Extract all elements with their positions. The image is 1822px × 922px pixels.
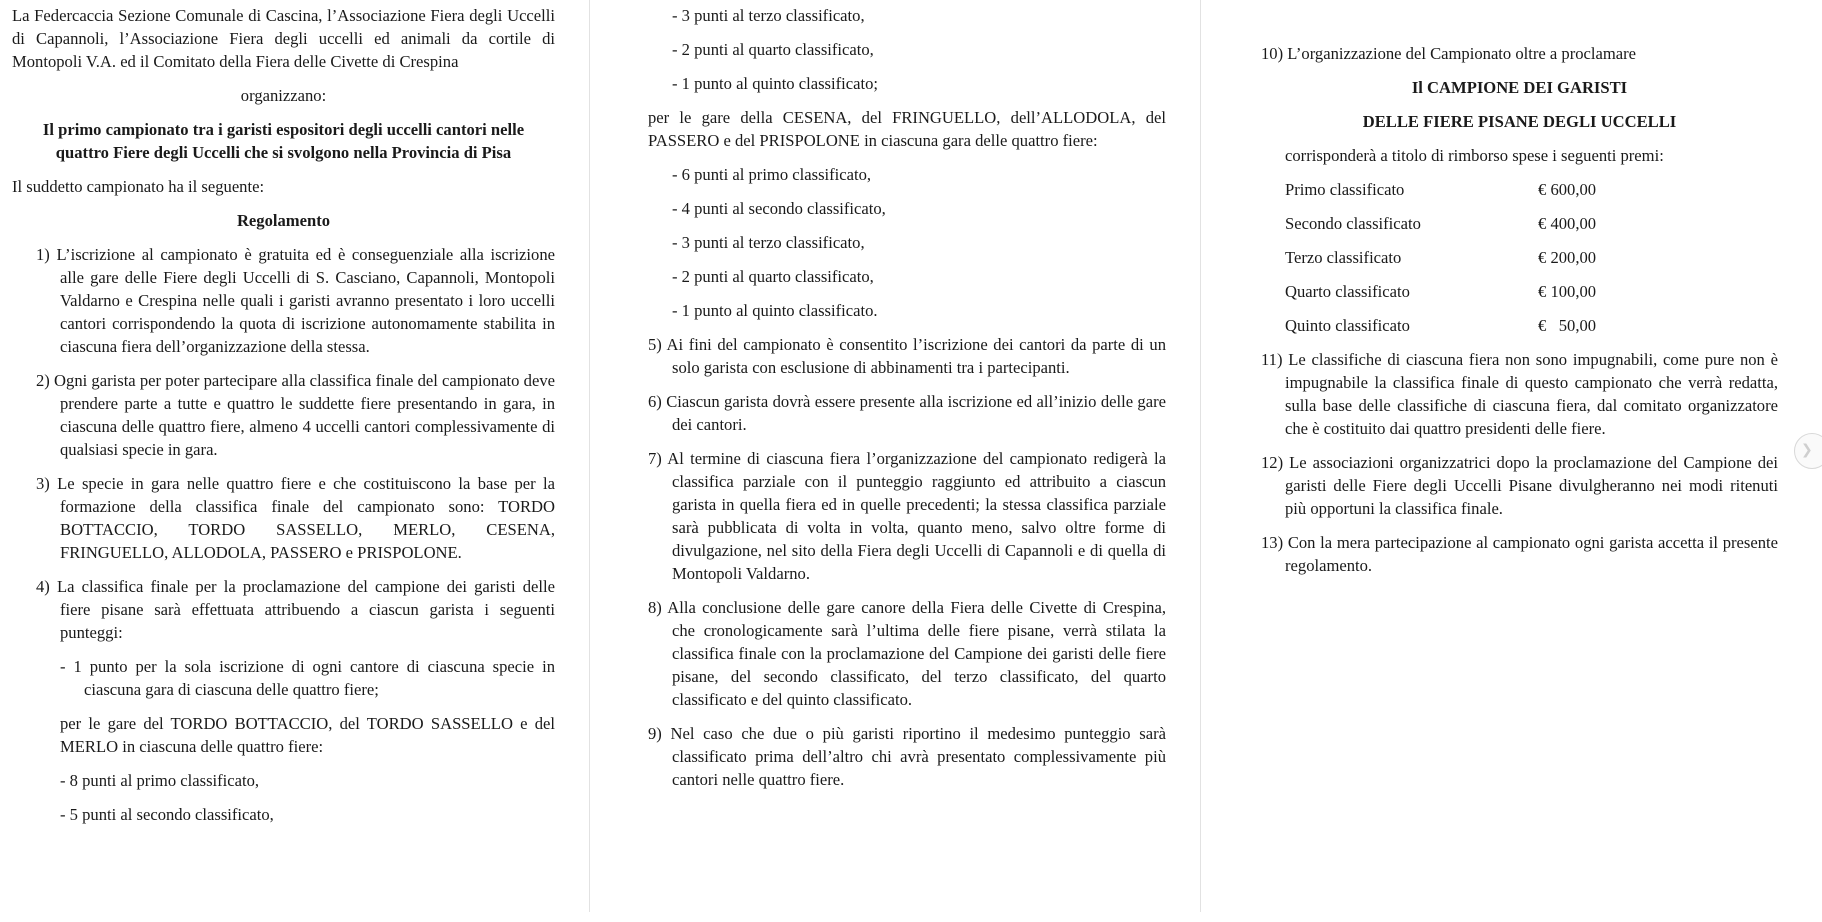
rule-9: 9) Nel caso che due o più garisti riportino il medesimo punteggio sarà classificato prima dell’altro chi avrà presentato complessivamente più cantori nelle quattro fiere. <box>648 724 1166 789</box>
document-title: Il primo campionato tra i garisti espositori degli uccelli cantori nelle quattro Fiere degli Uccelli che si svolgono nella Provincia di Pisa <box>42 120 525 162</box>
score-line: - 3 punti al terzo classificato, <box>672 6 865 25</box>
score-line: - 6 punti al primo classificato, <box>672 165 872 184</box>
score-line: - 1 punto al quinto classificato. <box>672 301 878 320</box>
rule-10-prizes-intro: corrisponderà a titolo di rimborso spese i seguenti premi: <box>1285 146 1664 165</box>
prize-list <box>1261 178 1778 337</box>
rule-12: 12) Le associazioni organizzatrici dopo la proclamazione del Campione dei garisti delle Fiere degli Uccelli Pisane divulgheranno nei modi ritenuti più opportuni la classifica finale. <box>1261 453 1778 518</box>
score-line: - 2 punti al quarto classificato, <box>672 267 874 286</box>
prize-place: Quarto classificato <box>1285 282 1410 301</box>
document-column-1 <box>12 0 555 922</box>
prize-row <box>1261 212 1778 235</box>
prize-amount: € 100,00 <box>1538 282 1597 301</box>
score-line: - 4 punti al secondo classificato, <box>672 199 886 218</box>
rule-13: 13) Con la mera partecipazione al campionato ogni garista accetta il presente regolamento. <box>1261 533 1778 575</box>
rule-1: 1) L’iscrizione al campionato è gratuita ed è conseguenziale alla iscrizione alle gare delle Fiere degli Uccelli di S. Casciano, Capannoli, Montopoli Valdarno e Crespina nelle quali i garisti avranno presentato i loro uccelli cantori corrispondendo la quota di iscrizione autonomamente stabilita in ciascuna fiera dell’organizzazione della stessa. <box>36 245 555 356</box>
organizzano-line: organizzano: <box>240 86 327 105</box>
prize-place: Quinto classificato <box>1285 316 1410 335</box>
campione-heading-line-2: DELLE FIERE PISANE DEGLI UCCELLI <box>1362 112 1677 131</box>
prize-row <box>1261 246 1778 269</box>
prize-row <box>1261 178 1778 201</box>
prize-amount: € 50,00 <box>1538 316 1597 335</box>
rule-7: 7) Al termine di ciascuna fiera l’organizzazione del campionato redigerà la classifica parziale con il punteggio raggiunto ed attribuito a ciascun garista in quella fiera ed in quelle precedenti; la stessa classifica parziale sarà pubblicata di volta in volta, quanto meno, salvo oltre forme di divulgazione, nel sito della Fiera degli Uccelli di Capannoli e di quella di Montopoli Valdarno. <box>648 449 1166 583</box>
rule-4-cesena-intro: per le gare della CESENA, del FRINGUELLO, dell’ALLODOLA, del PASSERO e del PRISPOLONE in ciascuna gara delle quattro fiere: <box>648 108 1166 150</box>
rule-5: 5) Ai fini del campionato è consentito l’iscrizione dei cantori da parte di un solo garista con esclusione di abbinamenti tra i partecipanti. <box>648 335 1166 377</box>
document-column-3 <box>1261 0 1778 922</box>
column-divider <box>589 0 590 912</box>
rule-3: 3) Le specie in gara nelle quattro fiere e che costituiscono la base per la formazione della classifica finale del campionato sono: TORDO BOTTACCIO, TORDO SASSELLO, MERLO, CESENA, FRINGUELLO, ALLODOLA, PASSERO e PRISPOLONE. <box>36 474 555 562</box>
score-line: - 1 punto al quinto classificato; <box>672 74 878 93</box>
campione-heading-line-1: Il CAMPIONE DEI GARISTI <box>1411 78 1628 97</box>
document-column-2 <box>648 0 1166 922</box>
rule-4-point-a: - 1 punto per la sola iscrizione di ogni cantore di ciascuna specie in ciascuna gara di ciascuna delle quattro fiere; <box>60 657 555 699</box>
score-line: - 3 punti al terzo classificato, <box>672 233 865 252</box>
rule-4-tordo-intro: per le gare del TORDO BOTTACCIO, del TORDO SASSELLO e del MERLO in ciascuna delle quattro fiere: <box>60 714 555 756</box>
prize-amount: € 600,00 <box>1538 180 1597 199</box>
prize-place: Primo classificato <box>1285 180 1405 199</box>
column-divider <box>1200 0 1201 912</box>
score-line: - 5 punti al secondo classificato, <box>60 805 274 824</box>
score-line: - 8 punti al primo classificato, <box>60 771 260 790</box>
prize-place: Secondo classificato <box>1285 214 1421 233</box>
intro-paragraph: La Federcaccia Sezione Comunale di Cascina, l’Associazione Fiera degli Uccelli di Capannoli, l’Associazione Fiera degli uccelli ed animali da cortile di Montopoli V.A. ed il Comitato della Fiera delle Civette di Crespina <box>12 6 555 71</box>
rule-4: 4) La classifica finale per la proclamazione del campione dei garisti delle fiere pisane sarà effettuata attribuendo a ciascun garista i seguenti punteggi: <box>36 577 555 642</box>
prize-place: Terzo classificato <box>1285 248 1402 267</box>
chevron-right-icon: ❯ <box>1801 442 1813 458</box>
score-line: - 2 punti al quarto classificato, <box>672 40 874 59</box>
prize-row <box>1261 314 1778 337</box>
rule-11: 11) Le classifiche di ciascuna fiera non sono impugnabili, come pure non è impugnabile la classifica finale di questo campionato che verrà redatta, sulla base delle classifiche di ciascuna fiera, dal comitato organizzatore che è costituito dai quattro presidenti delle fiere. <box>1261 350 1778 438</box>
rule-2: 2) Ogni garista per poter partecipare alla classifica finale del campionato deve prendere parte a tutte e quattro le suddette fiere presentando in gara, in ciascuna delle quattro fiere, almeno 4 uccelli cantori complessivamente di qualsiasi specie in gara. <box>36 371 555 459</box>
prize-amount: € 200,00 <box>1538 248 1597 267</box>
suddetto-line: Il suddetto campionato ha il seguente: <box>12 177 265 196</box>
rule-6: 6) Ciascun garista dovrà essere presente alla iscrizione ed all’inizio delle gare dei cantori. <box>648 392 1166 434</box>
rule-10: 10) L’organizzazione del Campionato oltre a proclamare <box>1261 44 1637 63</box>
regolamento-heading: Regolamento <box>236 211 331 230</box>
prize-row <box>1261 280 1778 303</box>
next-page-button[interactable] <box>1794 433 1822 469</box>
rule-8: 8) Alla conclusione delle gare canore della Fiera delle Civette di Crespina, che cronologicamente sarà l’ultima delle fiere pisane, verrà stilata la classifica finale con la proclamazione del Campione dei garisti delle fiere pisane, del secondo classificato, del terzo classificato, del quarto classificato e del quinto classificato. <box>648 598 1166 709</box>
prize-amount: € 400,00 <box>1538 214 1597 233</box>
